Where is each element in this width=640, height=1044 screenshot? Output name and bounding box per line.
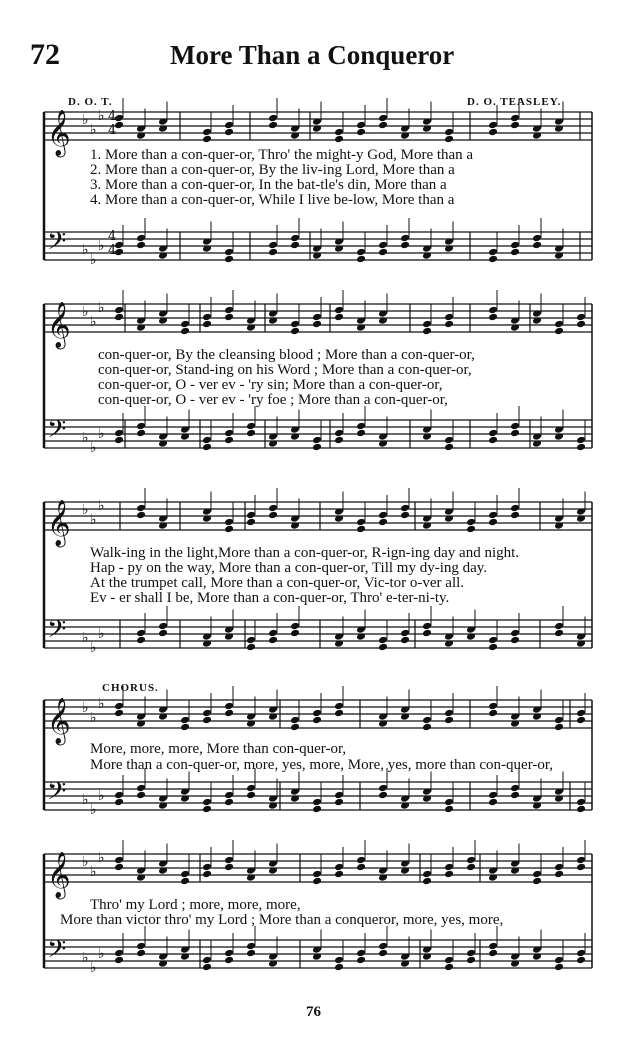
verse-1-line: con-quer-or, By the cleansing blood ; More than a con-quer-or, — [98, 347, 475, 363]
svg-text:♭: ♭ — [82, 700, 89, 716]
svg-text:♭: ♭ — [90, 122, 97, 138]
svg-text:♭: ♭ — [98, 626, 105, 642]
svg-text:♭: ♭ — [82, 304, 89, 320]
svg-text:♭: ♭ — [98, 426, 105, 442]
page-number: 76 — [306, 1004, 321, 1020]
svg-text:𝄢: 𝄢 — [47, 415, 67, 450]
svg-text:♭: ♭ — [90, 960, 97, 976]
svg-text:♭: ♭ — [90, 802, 97, 818]
svg-text:♭: ♭ — [82, 950, 89, 966]
svg-text:𝄞: 𝄞 — [47, 500, 71, 546]
hymn-title: More Than a Conqueror — [170, 40, 455, 70]
verse-1-line: Walk-ing in the light,More than a con-quer-or, R-ign-ing day and night. — [90, 545, 520, 561]
svg-text:♭: ♭ — [98, 300, 105, 316]
svg-text:♭: ♭ — [98, 946, 105, 962]
svg-text:♭: ♭ — [82, 502, 89, 518]
verse-3-line: 3. More than a con-quer-or, In the bat-tle's din, More than a — [90, 177, 447, 193]
svg-text:𝄢: 𝄢 — [47, 935, 67, 970]
chorus-line-2: More than a con-quer-or, more, yes, more, More, yes, more than con-quer-or, — [90, 757, 554, 773]
verse-3-line: con-quer-or, O - ver ev - 'ry sin; More than a con-quer-or, — [98, 377, 443, 393]
verse-4-line: 4. More than a con-quer-or, While I live be-low, More than a — [90, 192, 455, 208]
svg-text:♭: ♭ — [90, 440, 97, 456]
svg-text:𝄢: 𝄢 — [47, 777, 67, 812]
svg-text:𝄞: 𝄞 — [47, 852, 71, 898]
svg-text:4: 4 — [108, 109, 117, 124]
verse-4-line: Ev - er shall I be, More than a con-quer-or, Thro' e-ter-ni-ty. — [90, 590, 450, 606]
chorus-label: CHORUS. — [102, 682, 159, 694]
svg-text:♭: ♭ — [82, 242, 89, 258]
note-heads — [114, 98, 586, 971]
svg-text:𝄢: 𝄢 — [47, 227, 67, 262]
svg-text:♭: ♭ — [98, 238, 105, 254]
verse-1-line: 1. More than a con-quer-or, Thro' the might-y God, More than a — [90, 147, 474, 163]
svg-text:♭: ♭ — [90, 314, 97, 330]
svg-text:4: 4 — [108, 123, 117, 138]
svg-text:♭: ♭ — [90, 864, 97, 880]
svg-text:♭: ♭ — [82, 630, 89, 646]
svg-text:♭: ♭ — [82, 854, 89, 870]
svg-text:♭: ♭ — [82, 430, 89, 446]
verse-2-line: 2. More than a con-quer-or, By the liv-ing Lord, More than a — [90, 162, 455, 178]
hymn-number: 72 — [30, 38, 60, 71]
svg-text:♭: ♭ — [98, 108, 105, 124]
svg-text:♭: ♭ — [98, 788, 105, 804]
verse-2-line: con-quer-or, Stand-ing on his Word ; More than a con-quer-or, — [98, 362, 472, 378]
clef-symbols — [47, 108, 116, 976]
svg-text:𝄞: 𝄞 — [47, 110, 71, 156]
verse-4-line: con-quer-or, O - ver ev - 'ry foe ; More than a con-quer-or, — [98, 392, 448, 408]
svg-text:♭: ♭ — [90, 512, 97, 528]
svg-text:♭: ♭ — [90, 252, 97, 268]
music-credit: D. O. TEASLEY. — [467, 96, 562, 108]
svg-text:♭: ♭ — [90, 640, 97, 656]
svg-text:♭: ♭ — [98, 696, 105, 712]
chorus-line-1: More, more, more, More than con-quer-or, — [90, 741, 347, 757]
svg-text:♭: ♭ — [82, 792, 89, 808]
verse-3-line: At the trumpet call, More than a con-quer-or, Vic-tor o-ver all. — [90, 575, 465, 591]
chorus-line-4: More than victor thro' my Lord ; More than a conqueror, more, yes, more, — [60, 912, 504, 928]
svg-text:♭: ♭ — [82, 112, 89, 128]
staff-lines — [44, 112, 592, 968]
svg-text:𝄞: 𝄞 — [47, 302, 71, 348]
chorus-line-3: Thro' my Lord ; more, more, more, — [90, 897, 301, 913]
svg-text:♭: ♭ — [90, 710, 97, 726]
svg-text:𝄞: 𝄞 — [47, 698, 71, 744]
svg-text:♭: ♭ — [98, 498, 105, 514]
svg-text:𝄢: 𝄢 — [47, 615, 67, 650]
svg-text:4: 4 — [108, 243, 117, 258]
verse-2-line: Hap - py on the way, More than a con-quer-or, Till my dy-ing day. — [90, 560, 488, 576]
words-credit: D. O. T. — [68, 96, 113, 108]
svg-text:4: 4 — [108, 229, 117, 244]
svg-text:♭: ♭ — [98, 850, 105, 866]
